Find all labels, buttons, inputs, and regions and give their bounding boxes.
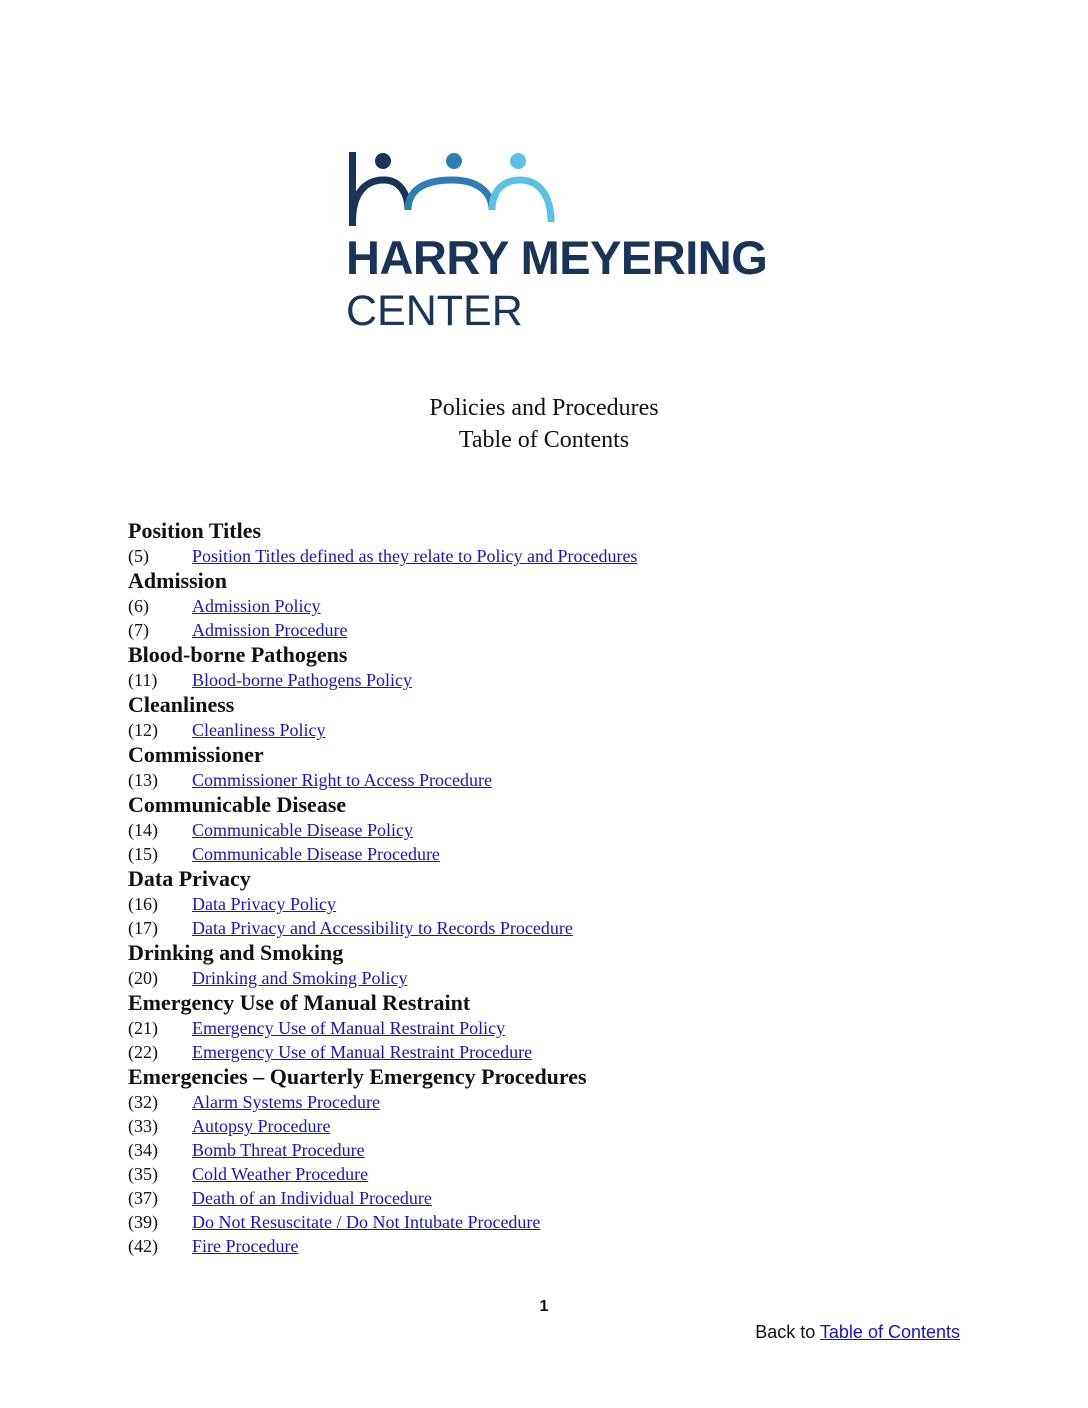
- toc-link[interactable]: Alarm Systems Procedure: [192, 1092, 380, 1112]
- page-reference: (39): [128, 1212, 158, 1232]
- title-line2: Table of Contents: [458, 427, 630, 453]
- page-reference: (6): [128, 596, 149, 616]
- toc-link[interactable]: Death of an Individual Procedure: [192, 1188, 432, 1208]
- page-reference: (37): [128, 1188, 158, 1208]
- page-number: 1: [539, 1298, 549, 1315]
- logo-text-line1: HARRY MEYERING: [346, 231, 768, 284]
- section-heading: Cleanliness: [128, 692, 235, 717]
- toc-link[interactable]: Admission Policy: [192, 596, 321, 616]
- toc-link[interactable]: Cleanliness Policy: [192, 720, 326, 740]
- section-heading: Emergency Use of Manual Restraint: [128, 990, 471, 1015]
- page-reference: (34): [128, 1140, 158, 1160]
- toc-link[interactable]: Admission Procedure: [192, 620, 348, 640]
- page-reference: (7): [128, 620, 149, 640]
- toc-entry: [128, 544, 988, 568]
- page-reference: (32): [128, 1092, 158, 1112]
- toc-entry: [128, 1016, 988, 1040]
- back-to-toc: [755, 1322, 960, 1343]
- document-title: [0, 392, 1088, 456]
- toc-entry: [128, 768, 988, 792]
- toc-link[interactable]: Data Privacy and Accessibility to Records Procedure: [192, 918, 573, 938]
- page-reference: (5): [128, 546, 149, 566]
- toc-link[interactable]: Emergency Use of Manual Restraint Policy: [192, 1018, 506, 1038]
- section-heading: Communicable Disease: [128, 792, 347, 817]
- toc-link[interactable]: Fire Procedure: [192, 1236, 299, 1256]
- table-of-contents-link[interactable]: Table of Contents: [819, 1322, 960, 1342]
- page-reference: (35): [128, 1164, 158, 1184]
- toc-entry: [128, 1138, 988, 1162]
- toc-entry: [128, 818, 988, 842]
- toc-entry: [128, 718, 988, 742]
- toc-link[interactable]: Data Privacy Policy: [192, 894, 336, 914]
- toc-entry: [128, 618, 988, 642]
- page-reference: (11): [128, 670, 158, 690]
- back-prefix: Back to: [755, 1322, 820, 1342]
- toc-link[interactable]: Do Not Resuscitate / Do Not Intubate Procedure: [192, 1212, 541, 1232]
- toc-link[interactable]: Bomb Threat Procedure: [192, 1140, 365, 1160]
- page-reference: (14): [128, 820, 158, 840]
- organization-logo: [346, 150, 766, 340]
- toc-entry: [128, 1114, 988, 1138]
- toc-link[interactable]: Blood-borne Pathogens Policy: [192, 670, 412, 690]
- page-reference: (16): [128, 894, 158, 914]
- page-reference: (12): [128, 720, 158, 740]
- toc-entry: [128, 842, 988, 866]
- toc-entry: [128, 916, 988, 940]
- toc-entry: [128, 668, 988, 692]
- title-line1: Policies and Procedures: [429, 395, 659, 421]
- toc-link[interactable]: Cold Weather Procedure: [192, 1164, 369, 1184]
- section-heading: Drinking and Smoking: [128, 940, 344, 965]
- page-reference: (33): [128, 1116, 158, 1136]
- page-reference: (17): [128, 918, 158, 938]
- toc-link[interactable]: Communicable Disease Procedure: [192, 844, 440, 864]
- logo-text-line2: CENTER: [346, 287, 523, 335]
- toc-entry: [128, 594, 988, 618]
- toc-link[interactable]: Autopsy Procedure: [192, 1116, 331, 1136]
- page-reference: (21): [128, 1018, 158, 1038]
- page-reference: (42): [128, 1236, 158, 1256]
- page-reference: (20): [128, 968, 158, 988]
- section-heading: Blood-borne Pathogens: [128, 642, 348, 667]
- toc-entry: [128, 1040, 988, 1064]
- toc-link[interactable]: Communicable Disease Policy: [192, 820, 413, 840]
- toc-link[interactable]: Drinking and Smoking Policy: [192, 968, 408, 988]
- section-heading: Commissioner: [128, 742, 264, 767]
- section-heading: Data Privacy: [128, 866, 251, 891]
- toc-entry: [128, 892, 988, 916]
- toc-entry: [128, 1186, 988, 1210]
- toc-entry: [128, 1210, 988, 1234]
- toc-link[interactable]: Position Titles defined as they relate to Policy and Procedures: [192, 546, 638, 566]
- toc-link[interactable]: Emergency Use of Manual Restraint Procedure: [192, 1042, 533, 1062]
- toc-entry: [128, 1162, 988, 1186]
- toc-entry: [128, 966, 988, 990]
- toc-entry: [128, 1234, 988, 1258]
- section-heading: Admission: [128, 568, 228, 593]
- page-reference: (13): [128, 770, 158, 790]
- page-reference: (15): [128, 844, 158, 864]
- section-heading: Emergencies – Quarterly Emergency Procedures: [128, 1064, 587, 1089]
- toc-entry: [128, 1090, 988, 1114]
- toc-link[interactable]: Commissioner Right to Access Procedure: [192, 770, 492, 790]
- section-heading: Position Titles: [128, 518, 262, 543]
- page-reference: (22): [128, 1042, 158, 1062]
- table-of-contents: [128, 518, 988, 1258]
- three-people-figures-icon: [346, 150, 556, 226]
